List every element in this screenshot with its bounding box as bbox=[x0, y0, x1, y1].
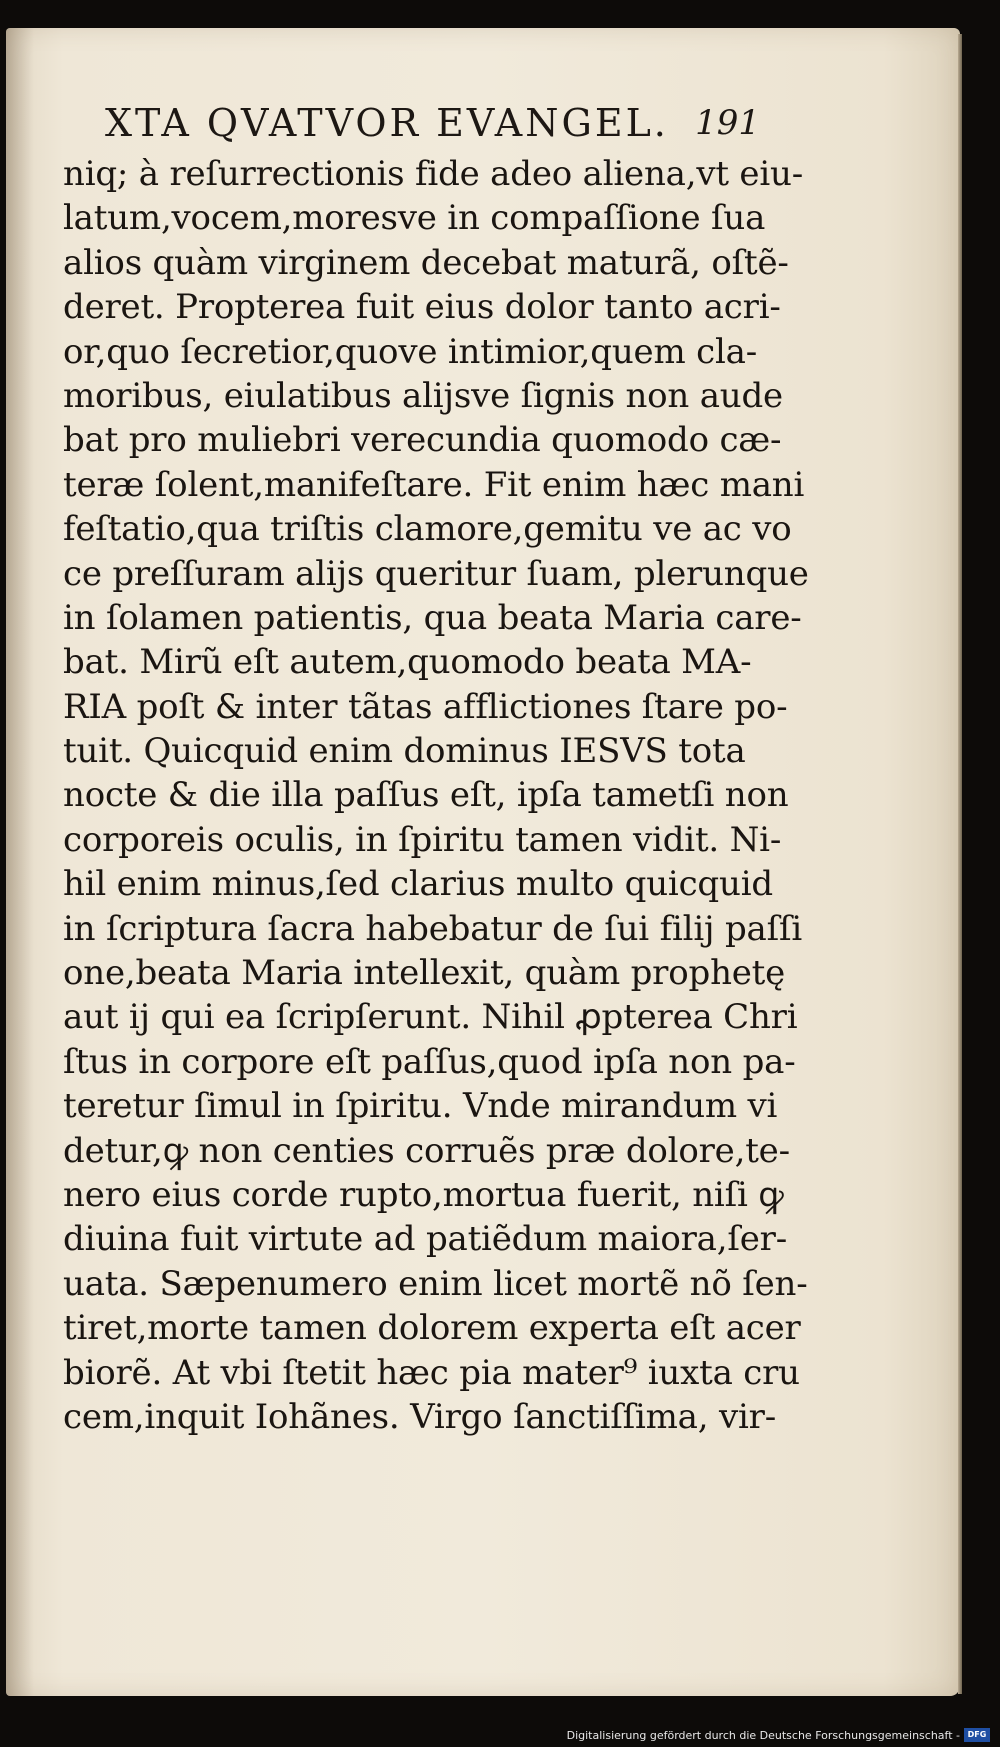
funding-credit: Digitalisierung gefördert durch die Deutsche Forschungsgemeinschaft - bbox=[566, 1729, 960, 1742]
text-line: biorẽ. At vbi ſtetit hæc pia mater⁹ iuxta cru bbox=[63, 1352, 800, 1393]
text-line: one,beata Maria intellexit, quàm prophetę bbox=[63, 953, 786, 994]
text-line: bat. Mirũ eſt autem,quomodo beata MA- bbox=[63, 642, 752, 683]
text-line: moribus, eiulatibus alijsve ſignis non aude bbox=[63, 375, 783, 416]
text-line: detur,ꝙ non centies corruẽs præ dolore,te- bbox=[63, 1130, 790, 1171]
text-line: bat pro muliebri verecundia quomodo cæ- bbox=[63, 420, 782, 461]
text-line: uata. Sæpenumero enim licet mortẽ nõ ſen- bbox=[63, 1263, 808, 1304]
text-line: tuit. Quicquid enim dominus IESVS tota bbox=[63, 731, 746, 772]
text-line: aut ij qui ea ſcripſerunt. Nihil ꝓpterea Chri bbox=[63, 997, 798, 1038]
page-gutter-shadow bbox=[6, 28, 34, 1696]
text-line: nocte & die illa paſſus eſt, ipſa tametſi non bbox=[63, 775, 789, 816]
text-line: ſtus in corpore eſt paſſus,quod ipſa non pa- bbox=[63, 1041, 796, 1082]
page-number: 191 bbox=[695, 103, 760, 143]
text-line: ce preſſuram alijs queritur ſuam, plerunque bbox=[63, 553, 809, 594]
text-line: feſtatio,qua triſtis clamore,gemitu ve ac vo bbox=[63, 509, 792, 550]
digitization-footer bbox=[0, 1725, 1000, 1747]
text-line: latum,vocem,moresve in compaſſione ſua bbox=[63, 198, 766, 239]
text-line: hil enim minus,ſed clarius multo quicquid bbox=[63, 864, 773, 905]
page-edge bbox=[958, 34, 962, 1694]
text-line: niq; à reſurrectionis fide adeo aliena,vt eiu- bbox=[63, 154, 803, 194]
text-line: tiret,morte tamen dolorem experta eſt acer bbox=[63, 1308, 801, 1349]
text-line: in ſolamen patientis, qua beata Maria care- bbox=[63, 597, 802, 638]
text-line: or,quo ſecretior,quove intimior,quem cla- bbox=[63, 331, 757, 372]
text-line: alios quàm virginem decebat maturã, oſtẽ- bbox=[63, 242, 789, 283]
text-line: diuina fuit virtute ad patiẽdum maiora,ſer- bbox=[63, 1219, 787, 1260]
text-line: corporeis oculis, in ſpiritu tamen vidit. Ni- bbox=[63, 819, 782, 860]
text-line: in ſcriptura ſacra habebatur de ſui filij paſſi bbox=[63, 908, 803, 949]
text-line: teretur ſimul in ſpiritu. Vnde mirandum vi bbox=[63, 1086, 778, 1127]
text-line: cem,inquit Iohãnes. Virgo ſanctiſſima, vir- bbox=[63, 1396, 776, 1437]
text-line: RIA poſt & inter tãtas afflictiones ſtare po- bbox=[63, 686, 788, 727]
page-header bbox=[105, 98, 760, 148]
text-line: deret. Propterea fuit eius dolor tanto acri- bbox=[63, 287, 781, 328]
running-head: XTA QVATVOR EVANGEL. bbox=[105, 101, 669, 145]
body-text bbox=[63, 152, 809, 1439]
text-line: nero eius corde rupto,mortua fuerit, niſi ꝙ bbox=[63, 1174, 784, 1215]
text-line: teræ ſolent,manifeſtare. Fit enim hæc mani bbox=[63, 464, 805, 505]
dfg-logo: DFG bbox=[964, 1728, 990, 1742]
